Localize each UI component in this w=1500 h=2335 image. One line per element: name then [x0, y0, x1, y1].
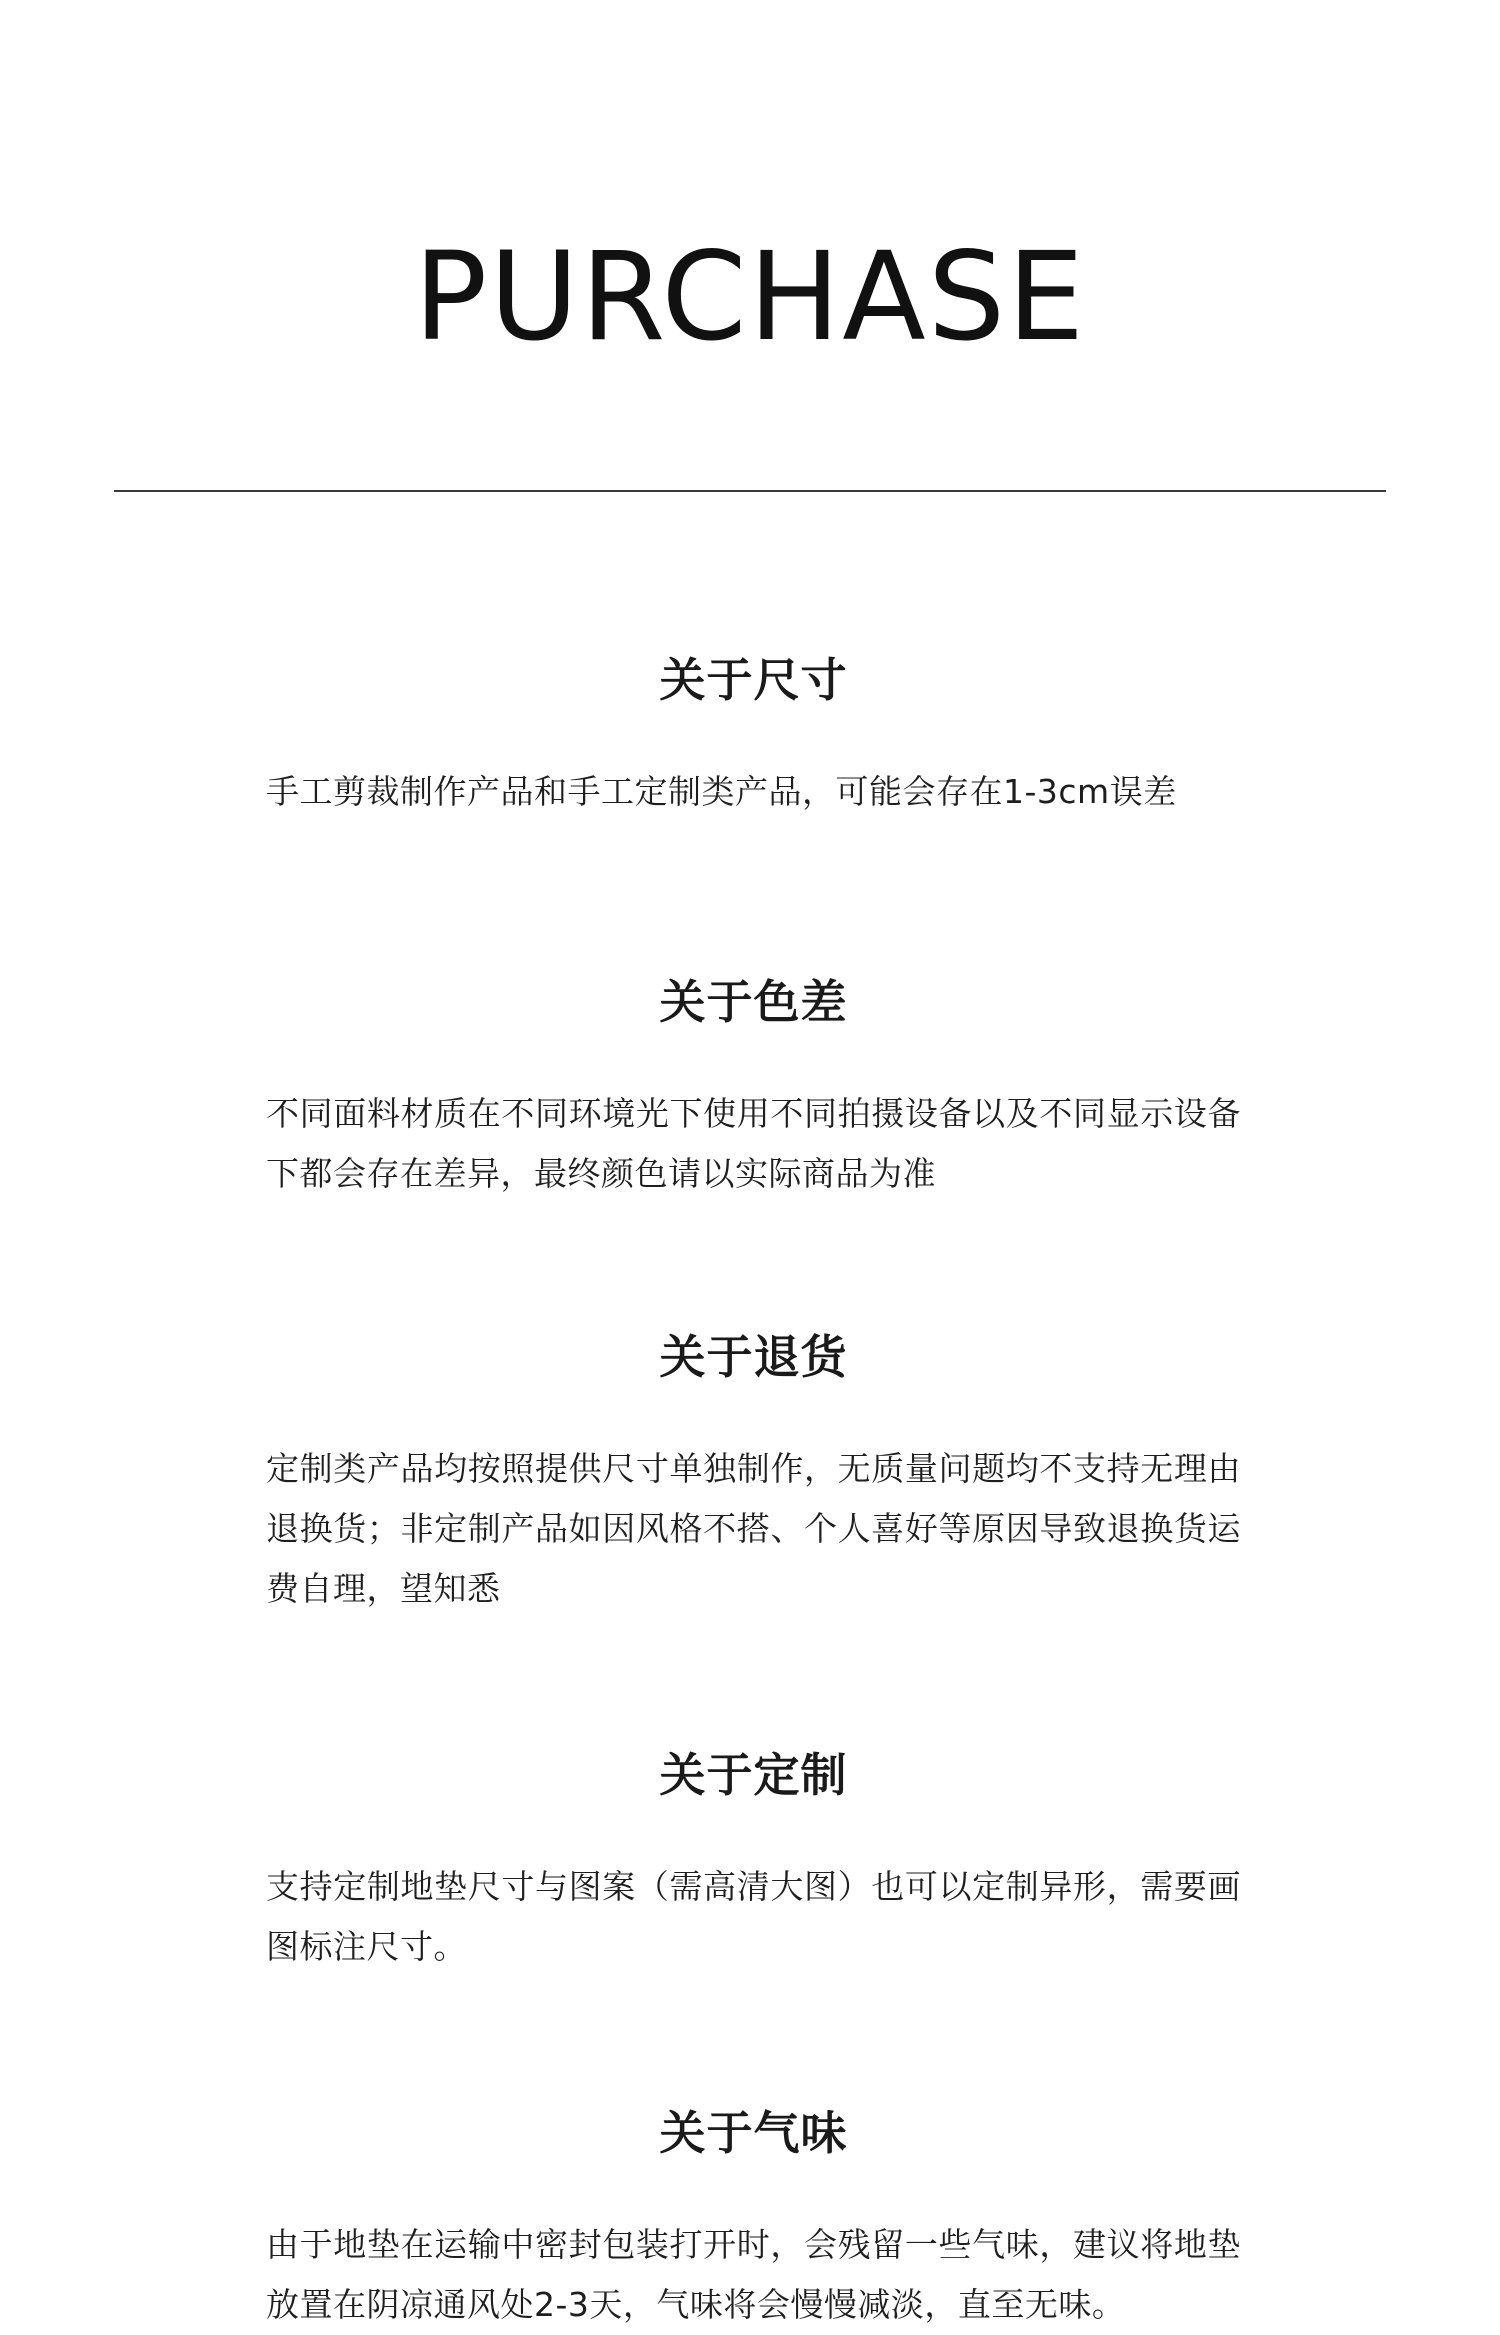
- section-size: [266, 650, 1241, 822]
- section-heading-customization: 关于定制: [659, 1748, 848, 1802]
- section-color-difference: [266, 972, 1241, 1204]
- section-body-odor: 由于地垫在运输中密封包装打开时，会残留一些气味，建议将地垫放置在阴凉通风处2-3天，气味将会慢慢减淡，直至无味。: [266, 2225, 1241, 2324]
- section-body-color-difference: 不同面料材质在不同环境光下使用不同拍摄设备以及不同显示设备下都会存在差异，最终颜色请以实际商品为准: [266, 1094, 1241, 1193]
- section-heading-returns: 关于退货: [659, 1330, 848, 1384]
- section-returns: [266, 1327, 1241, 1619]
- title-divider: [114, 490, 1386, 492]
- section-odor: [266, 2103, 1241, 2335]
- section-heading-odor: 关于气味: [659, 2106, 848, 2160]
- page-title: PURCHASE: [413, 226, 1087, 368]
- section-body-customization: 支持定制地垫尺寸与图案（需高清大图）也可以定制异形，需要画图标注尺寸。: [266, 1867, 1241, 1966]
- section-heading-color-difference: 关于色差: [659, 975, 848, 1029]
- section-heading-size: 关于尺寸: [659, 653, 848, 707]
- section-customization: [266, 1745, 1241, 1977]
- section-body-returns: 定制类产品均按照提供尺寸单独制作，无质量问题均不支持无理由退换货；非定制产品如因风格不搭、个人喜好等原因导致退换货运费自理，望知悉: [266, 1449, 1241, 1608]
- section-body-size: 手工剪裁制作产品和手工定制类产品，可能会存在1-3cm误差: [266, 772, 1177, 811]
